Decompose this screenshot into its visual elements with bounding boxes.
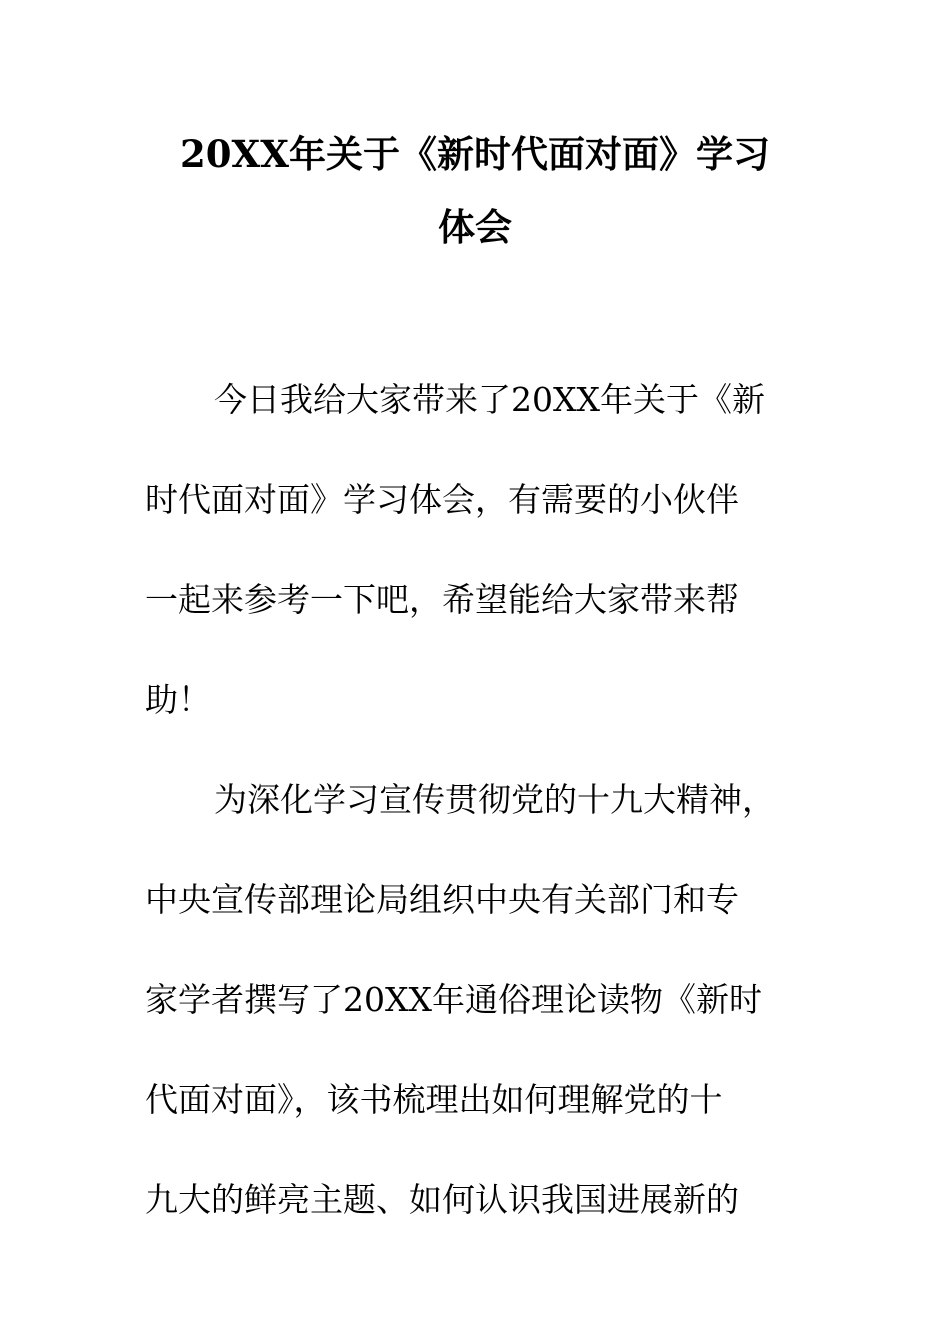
paragraph-1-line-1: 今日我给大家带来了20XX年关于《新 [214, 380, 765, 419]
document-title-line-1: 20XX年关于《新时代面对面》学习 [180, 132, 770, 176]
paragraph-2-line-2: 中央宣传部理论局组织中央有关部门和专 [145, 880, 739, 919]
paragraph-2-line-4: 代面对面》，该书梳理出如何理解党的十 [145, 1080, 723, 1119]
paragraph-1-line-2: 时代面对面》学习体会，有需要的小伙伴 [145, 480, 739, 519]
paragraph-1-line-4: 助！ [145, 680, 211, 719]
paragraph-2-line-3: 家学者撰写了20XX年通俗理论读物《新时 [145, 980, 762, 1019]
paragraph-2-line-1: 为深化学习宣传贯彻党的十九大精神， [214, 780, 775, 819]
paragraph-2-line-5: 九大的鲜亮主题、如何认识我国进展新的 [145, 1180, 739, 1219]
paragraph-1-line-3: 一起来参考一下吧，希望能给大家带来帮 [145, 580, 739, 619]
document-title-line-2: 体会 [438, 205, 512, 249]
